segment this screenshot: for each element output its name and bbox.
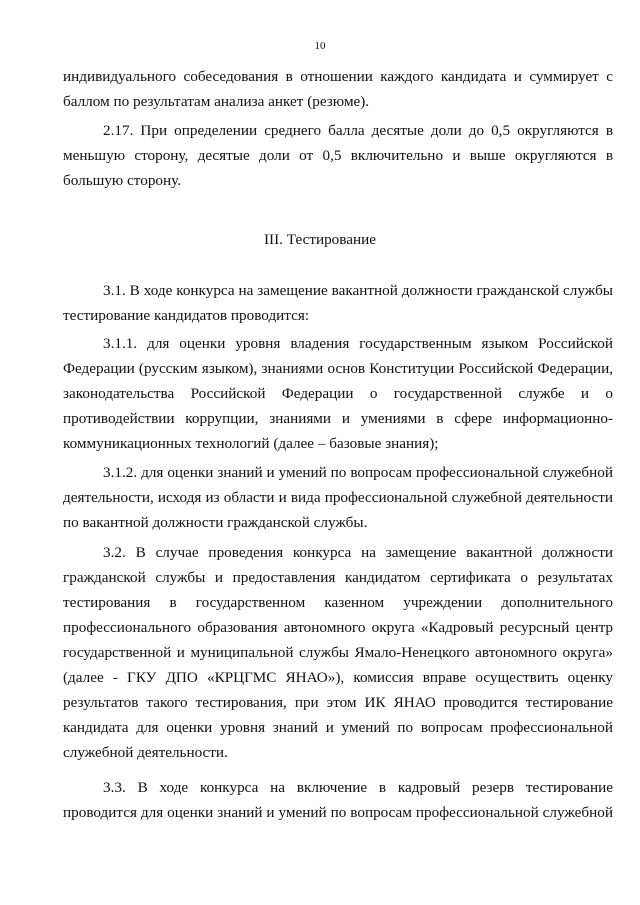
page-number: 10 [314,40,326,52]
paragraph-3-1-2 [63,460,613,535]
paragraph-3-3 [63,775,613,825]
text-line: деятельности, исходя из области и вида профессиональной служебной деятельности [63,489,613,506]
text-line: тестирования в государственном казенном учреждении дополнительного [63,594,613,611]
text-line: законодательства Российской Федерации о государственной службе и о [63,385,613,402]
section-heading: III. Тестирование [264,231,376,248]
text-line: 3.1. В ходе конкурса на замещение вакантной должности гражданской службы [103,282,613,299]
paragraph-2-17 [63,118,613,193]
text-line: 2.17. При определении среднего балла десятые доли до 0,5 округляются в [103,122,613,139]
text-line: 3.3. В ходе конкурса на включение в кадровый резерв тестирование [103,779,613,796]
text-line: противодействии коррупции, знаниями и умениями в сфере информационно- [63,410,613,427]
paragraph-3-1 [63,278,613,328]
text-line: Федерации (русским языком), знаниями основ Конституции Российской Федерации, [63,360,613,377]
text-line: тестирование кандидатов проводится: [63,307,310,324]
text-line: результатов такого тестирования, при этом ИК ЯНАО проводится тестирование [63,694,613,711]
text-line: меньшую сторону, десятые доли от 0,5 включительно и выше округляются в [63,147,613,164]
text-line: баллом по результатам анализа анкет (резюме). [63,93,370,110]
paragraph-3-2 [63,540,613,765]
text-line: проводится для оценки знаний и умений по вопросам профессиональной служебной [63,804,613,821]
text-line: 3.1.1. для оценки уровня владения государственным языком Российской [103,335,613,352]
text-line: профессионального образования автономного округа «Кадровый ресурсный центр [63,619,613,636]
text-line: индивидуального собеседования в отношении каждого кандидата и суммирует с [63,68,613,85]
text-line: служебной деятельности. [63,744,228,761]
paragraph-continuation [63,64,613,114]
text-line: большую сторону. [63,172,182,189]
text-line: 3.1.2. для оценки знаний и умений по вопросам профессиональной служебной [103,464,613,481]
text-line: кандидата для оценки уровня знаний и умений по вопросам профессиональной [63,719,613,736]
text-line: по вакантной должности гражданской службы. [63,514,368,531]
text-line: государственной и муниципальной службы Ямало-Ненецкого автономного округа» [63,644,613,661]
paragraph-3-1-1 [63,331,613,456]
text-line: гражданской службы и предоставления кандидатом сертификата о результатах [63,569,613,586]
text-line: (далее - ГКУ ДПО «КРЦГМС ЯНАО»), комиссия вправе осуществить оценку [63,669,613,686]
text-line: 3.2. В случае проведения конкурса на замещение вакантной должности [103,544,613,561]
text-line: коммуникационных технологий (далее – базовые знания); [63,435,439,452]
